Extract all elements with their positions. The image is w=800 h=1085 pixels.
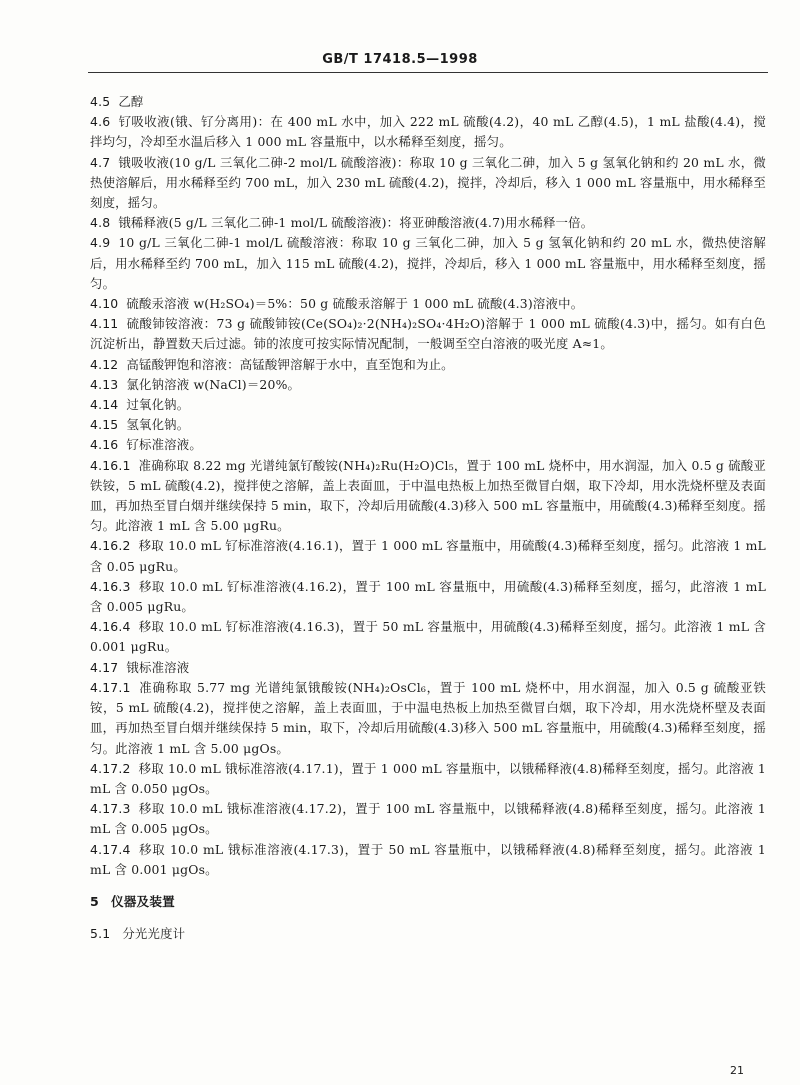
clause-4-12: 4.12 高锰酸钾饱和溶液：高锰酸钾溶解于水中，直至饱和为止。 [90,356,454,372]
clause-4-16: 4.16 钌标准溶液。 [90,437,202,453]
clause-4-5: 4.5 乙醇 [90,94,144,109]
clause-4-17-3: 4.17.3 移取 10.0 mL 锇标准溶液(4.17.2)，置于 100 mL 容量瓶中，以锇稀释液(4.8)稀释至刻度，摇匀。此溶液 1 mL 含 0.005 μgOs。 [90,801,766,837]
clause-4-8: 4.8 锇稀释液(5 g/L 三氧化二砷-1 mol/L 硫酸溶液)：将亚砷酸溶液(4.7)用水稀释一倍。 [90,215,594,231]
clause-4-6: 4.6 钌吸收液(锇、钌分离用)：在 400 mL 水中，加入 222 mL 硫酸(4.2)，40 mL 乙醇(4.5)，1 mL 盐酸(4.4)，搅拌均匀，冷却至水温后移入 1 000 mL 容量瓶中，以水稀释至刻度，摇匀。 [90,114,766,150]
clause-4-9: 4.9 10 g/L 三氧化二砷-1 mol/L 硫酸溶液：称取 10 g 三氧化二砷，加入 5 g 氢氧化钠和约 20 mL 水，微热使溶解后，用水稀释至约 700 mL，加入 115 mL 硫酸(4.2)，搅拌，冷却后，移入 1 000 mL 容量瓶中，用水稀释至刻度，摇匀。 [90,235,766,291]
clause-4-17-4: 4.17.4 移取 10.0 mL 锇标准溶液(4.17.3)，置于 50 mL 容量瓶中，以锇稀释液(4.8)稀释至刻度，摇匀。此溶液 1 mL 含 0.001 μgOs。 [90,841,766,877]
clause-4-16-4: 4.16.4 移取 10.0 mL 钌标准溶液(4.16.3)，置于 50 mL 容量瓶中，用硫酸(4.3)稀释至刻度，摇匀。此溶液 1 mL 含 0.001 μgRu。 [90,619,766,655]
header-divider [88,72,768,73]
section-5-1-heading: 5.1 分光光度计 [90,926,186,942]
clause-4-16-1: 4.16.1 准确称取 8.22 mg 光谱纯氯钌酸铵(NH₄)₂Ru(H₂O)Cl₅，置于 100 mL 烧杯中，用水润湿，加入 0.5 g 硫酸亚铁铵，5 mL 硫酸(4.2)，搅拌使之溶解，盖上表面皿，于中温电热板上加热至微冒白烟，取下冷却，用水洗烧杯壁及表面皿，再加热至冒白烟并继续保持 5 min，取下，冷却后用硫酸(4.3)移入 500 mL 容量瓶中，用硫酸(4.3)稀释至刻度。摇匀。此溶液 1 mL 含 5.00 μgRu。 [90,457,766,534]
clause-4-17-1: 4.17.1 准确称取 5.77 mg 光谱纯氯锇酸铵(NH₄)₂OsCl₆，置于 100 mL 烧杯中，用水润湿，加入 0.5 g 硫酸亚铁铵，5 mL 硫酸(4.2)，搅拌使之溶解，盖上表面皿，于中温电热板上加热至微冒白烟，取下冷却，用水洗烧杯壁及表面皿，再加热至冒白烟并继续保持 5 min，取下，冷却后用硫酸(4.3)移入 500 mL 容量瓶中，用硫酸(4.3)稀释至刻度，摇匀。此溶液 1 mL 含 5.00 μgOs。 [90,679,766,756]
clause-4-17-2: 4.17.2 移取 10.0 mL 锇标准溶液(4.17.1)，置于 1 000 mL 容量瓶中，以锇稀释液(4.8)稀释至刻度，摇匀。此溶液 1 mL 含 0.050 μgOs。 [90,760,766,796]
clause-4-17: 4.17 锇标准溶液 [90,659,190,675]
clause-4-16-3: 4.16.3 移取 10.0 mL 钌标准溶液(4.16.2)，置于 100 mL 容量瓶中，用硫酸(4.3)稀释至刻度，摇匀，此溶液 1 mL 含 0.005 μgRu。 [90,578,766,615]
clause-4-15: 4.15 氢氧化钠。 [90,417,190,433]
clause-4-13: 4.13 氯化钠溶液 w(NaCl)＝20%。 [90,376,301,392]
clause-4-16-2: 4.16.2 移取 10.0 mL 钌标准溶液(4.16.1)，置于 1 000 mL 容量瓶中，用硫酸(4.3)稀释至刻度，摇匀。此溶液 1 mL 含 0.05 μgRu。 [90,538,766,574]
clause-4-14: 4.14 过氧化钠。 [90,397,190,413]
page-number: 21 [730,1064,744,1077]
clause-4-11: 4.11 硫酸铈铵溶液：73 g 硫酸铈铵(Ce(SO₄)₂·2(NH₄)₂SO₄·4H₂O)溶解于 1 000 mL 硫酸(4.3)中，摇匀。如有白色沉淀析出，静置数天后过滤。铈的浓度可按实际情况配制，一般调至空白溶液的吸光度 A≈1。 [90,316,766,352]
section-5-heading: 5 仪器及装置 [90,893,175,909]
clause-4-10: 4.10 硫酸汞溶液 w(H₂SO₄)＝5%：50 g 硫酸汞溶解于 1 000 mL 硫酸(4.3)溶液中。 [90,296,584,312]
document-body [90,92,766,944]
clause-4-7: 4.7 锇吸收液(10 g/L 三氧化二砷-2 mol/L 硫酸溶液)：称取 10 g 三氧化二砷，加入 5 g 氢氧化钠和约 20 mL 水，微热使溶解后，用水稀释至约 700 mL，加入 230 mL 硫酸(4.2)，搅拌，冷却后，移入 1 000 mL 容量瓶中，用水稀释至刻度，摇匀。 [90,154,766,211]
standard-code-header: GB/T 17418.5—1998 [322,52,478,67]
